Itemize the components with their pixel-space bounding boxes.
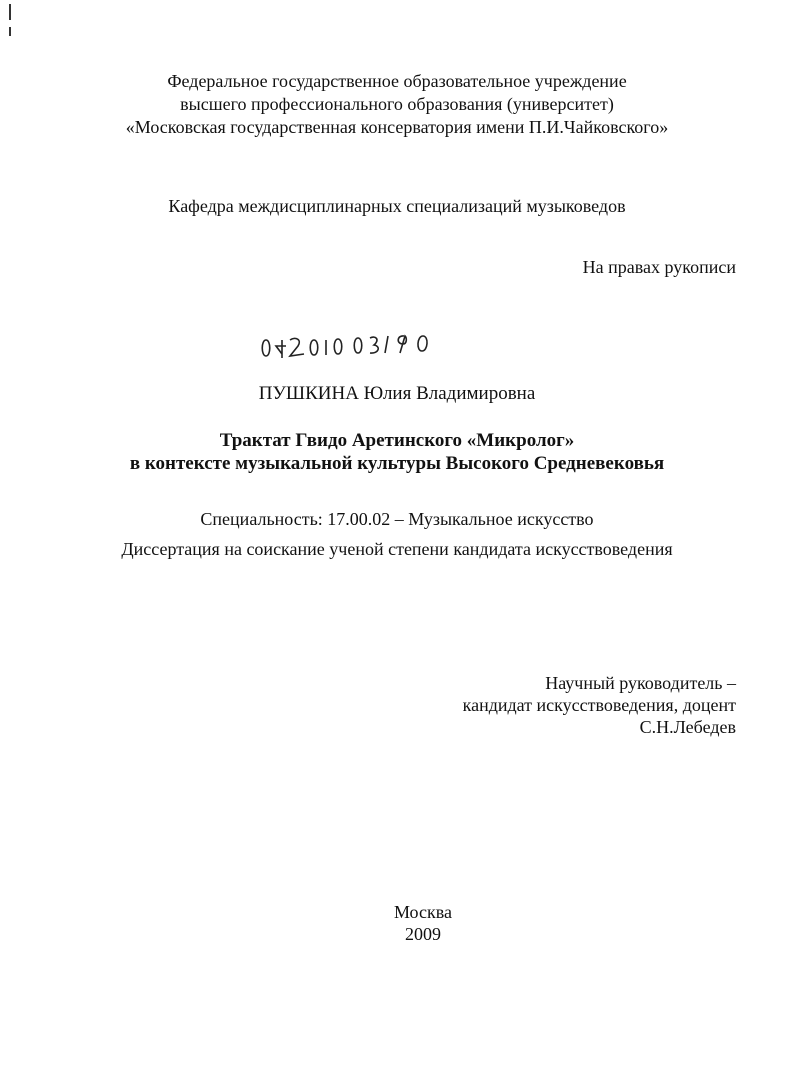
- scan-mark: [9, 4, 11, 20]
- title-line-2: в контексте музыкальной культуры Высокого Средневековья: [129, 453, 665, 474]
- rights-notice: На правах рукописи: [582, 257, 736, 277]
- department-line: Кафедра междисциплинарных специализаций музыковедов: [168, 196, 626, 216]
- city: Москва: [394, 902, 452, 922]
- scan-mark: [9, 27, 11, 36]
- institution-line-3: «Московская государственная консерватория имени П.И.Чайковского»: [125, 117, 669, 137]
- supervisor-degree: кандидат искусствоведения, доцент: [462, 695, 736, 715]
- handwritten-number: [258, 318, 448, 362]
- supervisor-title: Научный руководитель –: [545, 673, 736, 693]
- degree-line: Диссертация на соискание ученой степени кандидата искусствоведения: [121, 539, 673, 559]
- institution-line-2: высшего профессионального образования (университет): [180, 94, 614, 114]
- supervisor-name: С.Н.Лебедев: [639, 717, 736, 737]
- title-line-1: Трактат Гвидо Аретинского «Микролог»: [219, 430, 575, 451]
- author-name: ПУШКИНА Юлия Владимировна: [258, 383, 536, 404]
- specialty-line: Специальность: 17.00.02 – Музыкальное искусство: [200, 509, 594, 529]
- year: 2009: [405, 924, 441, 944]
- institution-line-1: Федеральное государственное образовательное учреждение: [167, 71, 627, 91]
